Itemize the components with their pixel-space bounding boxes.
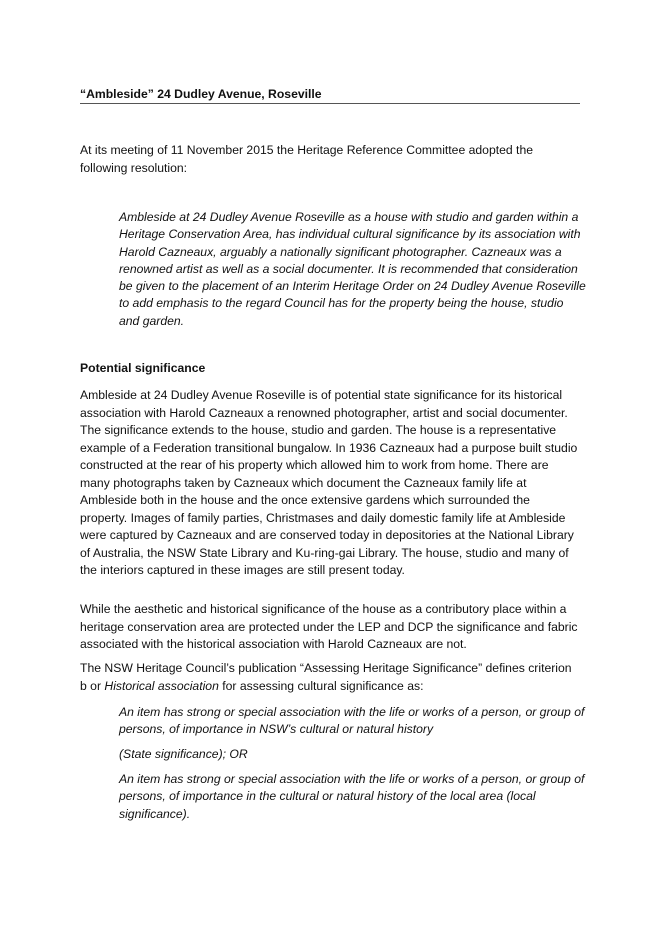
- criterion-state-quote: An item has strong or special association with the life or works of a person, or group of persons, of importance in NSW’s cultural or natural history: [119, 705, 585, 737]
- criterion-local-quote: An item has strong or special association with the life or works of a person, or group of persons, of importance in the cultural or natural history of the local area (local significance).: [119, 772, 585, 821]
- committee-resolution-quote: Ambleside at 24 Dudley Avenue Roseville as a house with studio and garden within a Heritage Conservation Area, has individual cultural significance by its association with Harold Cazneaux, arguably a nationally significant photographer. Cazneaux was a renowned artist as well as a social documenter. It is recommended that consideration be given to the placement of an Interim Heritage Order on 24 Dudley Avenue Roseville to add emphasis to the regard Council has for the property being the house, studio and garden.: [119, 210, 586, 328]
- intro-paragraph: At its meeting of 11 November 2015 the Heritage Reference Committee adopted the following resolution:: [80, 143, 533, 175]
- title-underline: [80, 103, 580, 104]
- document-title: “Ambleside” 24 Dudley Avenue, Roseville: [80, 87, 322, 101]
- criterion-text-italic: Historical association: [104, 678, 219, 693]
- section-heading-potential-significance: Potential significance: [80, 361, 206, 375]
- criterion-text-end: for assessing cultural significance as:: [218, 678, 424, 693]
- state-significance-label: (State significance); OR: [119, 747, 248, 761]
- protection-paragraph: While the aesthetic and historical significance of the house as a contributory place within a heritage conservation area are protected under the LEP and DCP the significance and fabric associated with the historical association with Harold Cazneaux are not.: [80, 602, 578, 651]
- criterion-text-start: The NSW Heritage Council’s publication “Assessing Heritage Significance” defines criterion b or: [80, 661, 572, 693]
- criterion-paragraph: [80, 660, 580, 695]
- significance-paragraph: Ambleside at 24 Dudley Avenue Roseville is of potential state significance for its historical association with Harold Cazneaux a renowned photographer, artist and social documenter. The significance extends to the house, studio and garden. The house is a representative example of a Federation transitional bungalow. In 1936 Cazneaux had a purpose built studio constructed at the rear of his property which allowed him to work from home. There are many photographs taken by Cazneaux which document the Cazneaux family life at Ambleside both in the house and the once extensive gardens which surrounded the property. Images of family parties, Christmases and daily domestic family life at Ambleside were captured by Cazneaux and are conserved today in depositories at the National Library of Australia, the NSW State Library and Ku-ring-gai Library. The house, studio and many of the interiors captured in these images are still present today.: [80, 388, 578, 577]
